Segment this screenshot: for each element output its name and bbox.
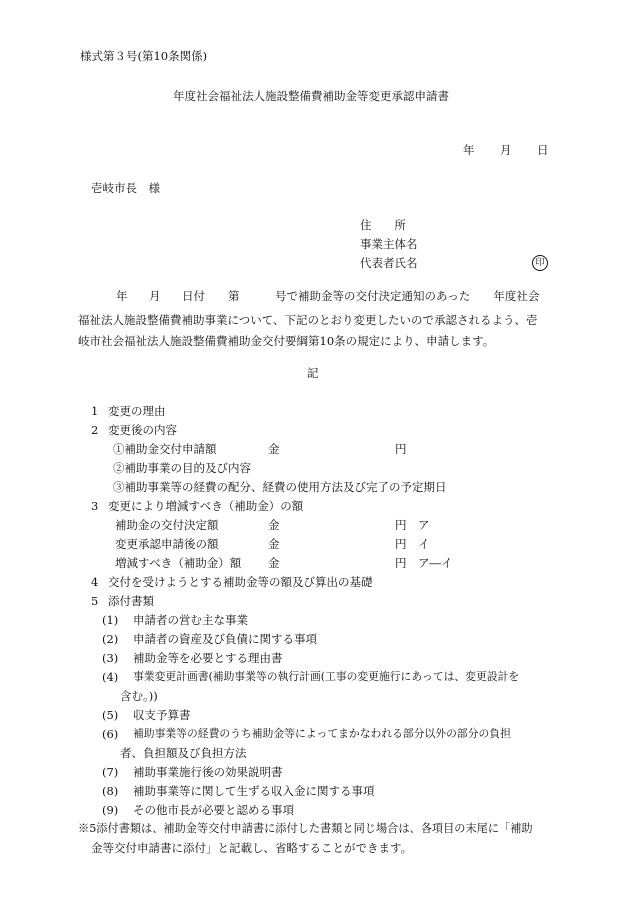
doc-number: (8) <box>102 784 119 798</box>
sub-item-label: ③補助事業等の経費の配分、経費の使用方法及び完了の予定期日 <box>113 480 447 494</box>
doc-text: その他市長が必要と認める事項 <box>133 803 294 817</box>
body-line-1 <box>78 289 548 310</box>
amount-mark: ア <box>418 518 430 532</box>
item-label: 変更後の内容 <box>108 423 177 437</box>
doc-number: (2) <box>102 632 119 646</box>
doc-number: (7) <box>102 765 119 779</box>
amount-row-label: 補助金の交付決定額 <box>115 518 219 532</box>
body-day: 日付 <box>182 289 205 303</box>
seal-mark: 印 <box>532 255 548 271</box>
kin-label: 金 <box>268 442 280 456</box>
addressee: 壱岐市長 様 <box>91 181 160 195</box>
footnote-line-2: 金等交付申請書に添付」と記載し、省略することができます。 <box>91 841 413 855</box>
item-number: 5 <box>91 594 99 608</box>
yen-label: 円 <box>395 442 407 456</box>
doc-text: 申請者の営む主な事業 <box>133 613 248 627</box>
item-label: 変更の理由 <box>108 404 166 418</box>
entity-label: 事業主体名 <box>360 237 418 251</box>
body-dai: 第 <box>228 289 240 303</box>
yen-label: 円 <box>395 556 407 570</box>
address-label: 住 所 <box>360 218 406 232</box>
item-label: 交付を受けようとする補助金等の額及び算出の基礎 <box>108 575 373 589</box>
amount-mark: ア―イ <box>418 556 453 570</box>
doc-text: 補助事業施行後の効果説明書 <box>133 765 283 779</box>
doc-text: 補助金等を必要とする理由書 <box>133 651 283 665</box>
kin-label: 金 <box>268 518 280 532</box>
amount-mark: イ <box>418 537 430 551</box>
sub-item-label: ②補助事業の目的及び内容 <box>113 461 251 475</box>
doc-number: (4) <box>102 670 119 684</box>
body-month: 月 <box>149 289 161 303</box>
yen-label: 円 <box>395 518 407 532</box>
representative-label: 代表者氏名 <box>360 256 418 270</box>
doc-text: 補助事業等の経費のうち補助金等によってまかなわれる部分以外の部分の負担 <box>133 727 511 740</box>
doc-text: 申請者の資産及び負債に関する事項 <box>133 632 317 646</box>
sub-item-label: ①補助金交付申請額 <box>113 442 217 456</box>
item-number: 2 <box>91 423 99 437</box>
footnote-line-1: ※5添付書類は、補助金等交付申請書に添付した書類と同じ場合は、各項目の末尾に「補助 <box>78 822 533 835</box>
item-number: 3 <box>91 499 99 513</box>
doc-text: 事業変更計画書(補助事業等の執行計画(工事の変更施行にあっては、変更設計を <box>133 670 520 683</box>
doc-text: 収支予算書 <box>133 708 191 722</box>
item-label: 変更により増減すべき（補助金）の額 <box>108 499 304 513</box>
doc-number: (9) <box>102 803 119 817</box>
body-rest: 号で補助金等の交付決定通知のあった 年度社会 <box>275 289 540 303</box>
doc-text: 補助事業等に関して生ずる収入金に関する事項 <box>133 784 375 798</box>
doc-text-continued: 含む。)) <box>120 689 158 703</box>
doc-text-continued: 者、負担額及び負担方法 <box>120 746 247 760</box>
date-year: 年 <box>463 143 475 157</box>
yen-label: 円 <box>395 537 407 551</box>
doc-number: (3) <box>102 651 119 665</box>
date-month: 月 <box>500 143 512 157</box>
ki-heading: 記 <box>307 366 319 380</box>
body-line-3: 岐市社会福祉法人施設整備費補助金交付要綱第10条の規定により、申請します。 <box>78 334 495 348</box>
body-year: 年 <box>116 289 128 303</box>
date-day: 日 <box>537 143 549 157</box>
item-label: 添付書類 <box>108 594 154 608</box>
kin-label: 金 <box>268 556 280 570</box>
doc-number: (6) <box>102 727 119 741</box>
kin-label: 金 <box>268 537 280 551</box>
amount-row-label: 増減すべき（補助金）額 <box>115 556 242 570</box>
body-paragraph <box>78 289 548 352</box>
amount-row-label: 変更承認申請後の額 <box>115 537 219 551</box>
document-title: 年度社会福祉法人施設整備費補助金等変更承認申請書 <box>173 89 449 103</box>
doc-number: (5) <box>102 708 119 722</box>
doc-number: (1) <box>102 613 119 627</box>
form-number: 様式第３号(第10条関係) <box>80 49 208 63</box>
body-line-2: 福祉法人施設整備費補助事業について、下記のとおり変更したいので承認されるよう、壱 <box>78 313 538 327</box>
item-number: 4 <box>91 575 99 589</box>
item-number: 1 <box>91 404 99 418</box>
